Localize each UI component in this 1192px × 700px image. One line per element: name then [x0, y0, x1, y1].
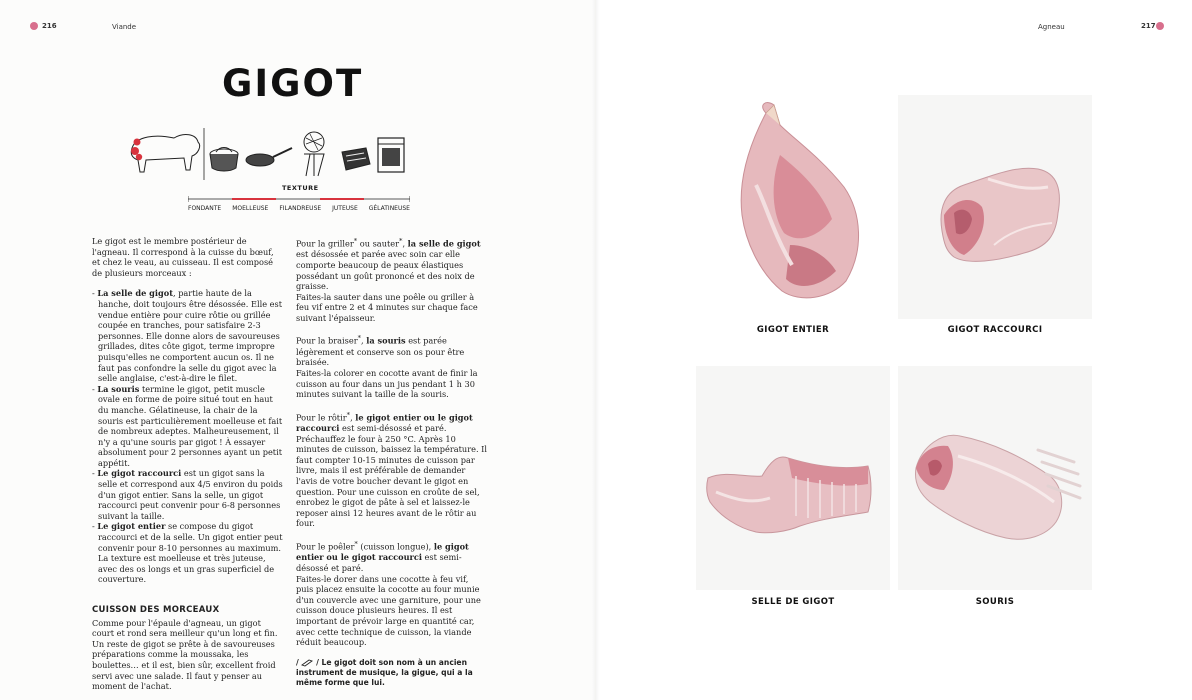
griller-text: est désossée et parée avec soin car elle comporte beaucoup de peaux élastiques possédant un goût prononcé et des noix de graisse.: [296, 249, 475, 292]
footnote-mark: *: [357, 334, 362, 343]
etymology-note: [296, 658, 488, 688]
braiser-text: est parée légèrement et conserve son os pour être braisée.: [296, 336, 465, 368]
griller-paragraph: [296, 236, 488, 323]
cut-souris-text: termine le gigot, petit muscle ovale en forme de poire situé tout en haut du manche. Gélatineuse, la chair de la souris est particulièrement moelleuse et fait de nombreux adeptes. Malheureusement, il n'y a qu'une souris par gigot ! À essayer absolument pour 2 personnes ayant un petit appétit.: [98, 383, 283, 468]
roasting-dish-icon: [342, 148, 370, 170]
texture-label: TEXTURE: [282, 184, 319, 192]
texture-qualities: [188, 205, 410, 212]
braiser-paragraph: [296, 333, 488, 399]
casserole-icon: [210, 148, 238, 172]
left-page-number: 216: [42, 22, 57, 30]
separator: ,: [350, 412, 356, 423]
cut-selle-text: , partie haute de la hanche, doit toujours être désossée. Elle est vendue entière pour cuire rôtie ou grillée coupée en tranches, pour satisfaire 2-3 personnes. Elle donne alors de savoureuses grillades, dites côte gigot, terme impropre puisqu'elles ne comportent aucun os. Il ne faut pas confondre la selle du gigot avec la selle anglaise, c'est-à-dire le filet.: [98, 288, 282, 384]
grill-icon: [304, 132, 324, 176]
poeler-mid: (cuisson longue): [357, 541, 429, 552]
text-column-left: [92, 236, 284, 700]
texture-moelleuse: MOELLEUSE: [232, 205, 269, 212]
cut-selle-term: La selle de gigot: [97, 288, 173, 299]
separator: ,: [402, 238, 408, 249]
text-column-right: [296, 236, 488, 698]
whole-leg-caption: GIGOT ENTIER: [756, 325, 830, 335]
griller-term: la selle de gigot: [407, 238, 481, 249]
saddle-photo: [696, 366, 890, 590]
left-section-title: Viande: [112, 23, 137, 31]
cut-entier-item: - Le gigot entier se compose du gigot raccourci et de la selle. Un gigot entier peut convenir pour 8-10 personnes au maximum. La texture est moelleuse et très juteuse, avec des os longs et un gras superficiel de couverture.: [92, 521, 283, 585]
cut-souris-term: La souris: [97, 383, 140, 394]
intro-paragraph: Le gigot est le membre postérieur de l'agneau. Il correspond à la cuisse du bœuf, et chez le veau, au cuisseau. Il est composé de plusieurs morceaux :: [92, 236, 274, 278]
gutter: [592, 0, 600, 700]
shank-caption: SOURIS: [975, 597, 1015, 607]
rotir-lead: Pour le rôtir: [296, 412, 347, 423]
right-section-title: Agneau: [1038, 23, 1065, 31]
texture-scale: [188, 196, 410, 202]
braiser-term: la souris: [366, 336, 406, 347]
whole-leg-photo: [696, 95, 890, 319]
right-page-number: 217: [1141, 22, 1156, 30]
texture-juteuse: JUTEUSE: [332, 205, 358, 212]
right-page: [596, 0, 1192, 700]
shank-photo: [898, 366, 1092, 590]
cut-entier-term: Le gigot entier: [97, 521, 166, 532]
cut-raccourci-item: - Le gigot raccourci est un gigot sans la selle et correspond aux 4/5 environ du poids d'un gigot entier. Sans la selle, un gigot raccourci peut convenir pour 6-8 personnes suivant la taille.: [92, 468, 283, 521]
cut-selle-item: - La selle de gigot, partie haute de la hanche, doit toujours être désossée. Elle est vendue entière pour cuire rôtie ou grillée coupée en tranches, pour satisfaire 2-3 personnes. Elle donne alors de savoureuses grillades, dites côte gigot, terme impropre puisqu'elles ne comportent aucun os. Il ne faut pas confondre la selle du gigot avec la selle anglaise, c'est-à-dire le filet.: [92, 288, 282, 384]
cut-souris-item: - La souris termine le gigot, petit muscle ovale en forme de poire situé tout en haut du manche. Gélatineuse, la chair de la souris est particulièrement moelleuse et fait de nombreux adeptes. Malheureusement, il n'y a qu'une souris par gigot ! À essayer absolument pour 2 personnes ayant un petit appétit.: [92, 383, 283, 468]
section-paragraph: Comme pour l'épaule d'agneau, un gigot court et rond sera meilleur qu'un long et fin. Un reste de gigot se prête à de savoureuses préparations comme la moussaka, les boulettes… et il est, bien sûr, excellent froid servi avec une salade. Il faut y penser au moment de l'achat.: [92, 617, 278, 692]
etymology-note-text: Le gigot doit son nom à un ancien instrument de musique, la gigue, qui a la même forme que lui.: [296, 657, 473, 687]
poeler-term: le gigot entier ou le gigot raccourci: [296, 541, 469, 563]
rotir-term: le gigot entier ou le gigot raccourci: [296, 412, 473, 434]
frying-pan-icon: [246, 148, 292, 166]
braiser-lead: Pour la braiser: [296, 336, 358, 347]
rotir-paragraph: [296, 410, 488, 529]
braiser-instructions: Faites-la colorer en cocotte avant de finir la cuisson au four dans un jus pendant 1 h 30 minutes suivant la taille de la souris.: [296, 368, 478, 400]
short-leg-caption: GIGOT RACCOURCI: [947, 325, 1043, 335]
note-prefix: /: [296, 657, 302, 667]
footnote-mark: *: [353, 237, 358, 245]
page-marker-dot-right: [1156, 22, 1164, 30]
texture-gelatineuse: GÉLATINEUSE: [368, 205, 410, 212]
footnote-mark: *: [399, 237, 403, 245]
rotir-instructions: Préchauffez le four à 250 °C. Après 10 minutes de cuisson, baissez la température. Il faut compter 10-15 minutes de cuisson par livre, mais il est préférable de demander l'avis de votre boucher devant le gigot en question. Pour une cuisson en croûte de sel, enrobez le gigot de pâte à sel et laissez-le reposer ainsi 12 heures avant de le rôtir au four.: [296, 433, 488, 529]
separator: ,: [361, 336, 367, 347]
poeler-instructions: Faites-le dorer dans une cocotte à feu vif, puis placez ensuite la cocotte au four munie d'un couvercle avec une garniture, pour une cuisson douce plusieurs heures. Il est important de prévoir large en quantité car, avec cette technique de cuisson, la viande réduit beaucoup.: [296, 573, 481, 648]
short-leg-photo: [898, 95, 1092, 319]
page-marker-dot-left: [30, 22, 38, 30]
footnote-mark: *: [346, 410, 351, 419]
poeler-paragraph: [296, 539, 488, 648]
texture-fondante: FONDANTE: [188, 205, 222, 212]
saddle-caption: SELLE DE GIGOT: [751, 597, 835, 607]
cut-raccourci-text: est un gigot sans la selle et correspond aux 4/5 environ du poids d'un gigot entier. Sans la selle, un gigot raccourci peut convenir pour 6-8 personnes suivant la taille.: [98, 468, 283, 521]
footnote-mark: *: [354, 540, 358, 549]
griller-lead: Pour la griller: [296, 238, 354, 249]
poeler-text: est semi-désossé et paré.: [296, 552, 462, 573]
cooking-methods-illustrations: [126, 126, 408, 182]
separator: ,: [428, 541, 434, 552]
griller-instructions: Faites-la sauter dans une poêle ou griller à feu vif entre 2 et 4 minutes sur chaque face suivant l'épaisseur.: [296, 291, 478, 323]
cut-entier-text: se compose du gigot raccourci et de la selle. Un gigot entier peut convenir pour 8-10 personnes au maximum. La texture est moelleuse et très juteuse, avec des os longs et un gras superficiel de couverture.: [98, 521, 283, 585]
knife-tip-icon: [301, 659, 313, 667]
griller-mid: ou sauter: [357, 238, 400, 249]
lamb-cuts-icon: [131, 128, 204, 180]
cut-raccourci-term: Le gigot raccourci: [97, 468, 182, 479]
note-separator: /: [313, 657, 322, 667]
rotir-text: est semi-désossé et paré.: [339, 423, 447, 434]
page-title: GIGOT: [222, 62, 364, 105]
poeler-lead: Pour le poêler: [296, 541, 355, 552]
oven-icon: [378, 138, 404, 172]
texture-filandreuse: FILANDREUSE: [279, 205, 322, 212]
section-heading: CUISSON DES MORCEAUX: [92, 605, 220, 615]
